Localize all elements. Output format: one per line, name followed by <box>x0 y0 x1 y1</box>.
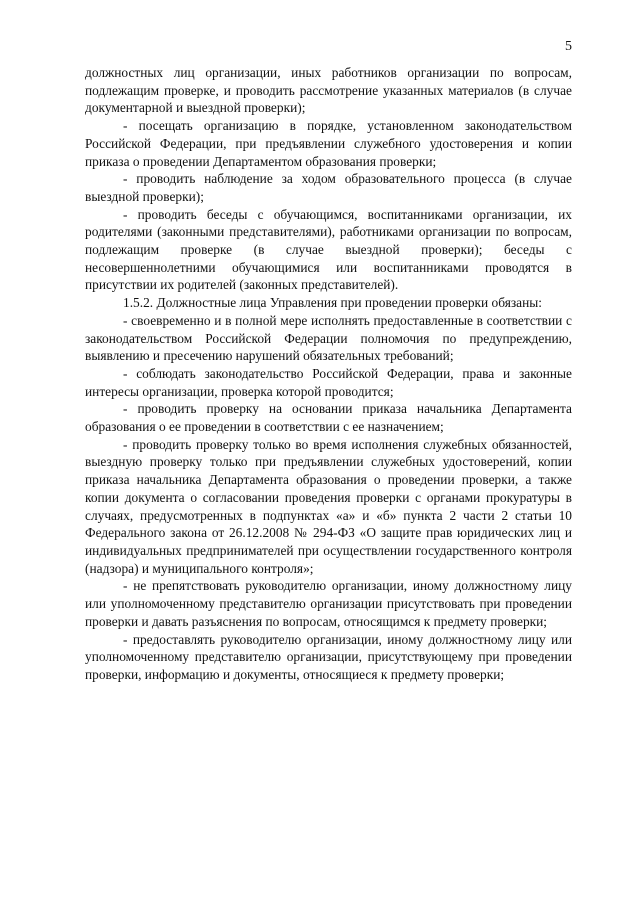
document-body <box>85 64 572 684</box>
paragraph-provide-information: - предоставлять руководителю организации, иному должностному лицу или уполномоченному представителю организации, присутствующему при проведении проверки, информацию и документы, относящиеся к предмету проверки; <box>85 631 572 682</box>
paragraph-visit-organization: - посещать организацию в порядке, установленном законодательством Российской Федерации, при предъявлении служебного удостоверения и копии приказа о проведении Департаментом образования проверки; <box>85 118 572 169</box>
paragraph-not-obstruct: - не препятствовать руководителю организации, иному должностному лицу или уполномоченному представителю организации присутствовать при проведении проверки и давать разъяснения по вопросам, относящимся к предмету проверки; <box>85 578 572 629</box>
paragraph-execute-powers: - своевременно и в полной мере исполнять предоставленные в соответствии с законодательством Российской Федерации полномочия по предупреждению, выявлению и пресечению нарушений обязательных требований; <box>85 312 572 364</box>
paragraph-continuation: должностных лиц организации, иных работников организации по вопросам, подлежащим проверке, и проводить рассмотрение указанных материалов (в случае документарной и выездной проверки); <box>85 65 572 116</box>
page-number: 5 <box>565 39 572 54</box>
paragraph-section-1-5-2: 1.5.2. Должностные лица Управления при проведении проверки обязаны: <box>123 295 542 311</box>
paragraph-inspection-during-duties: - проводить проверку только во время исполнения служебных обязанностей, выездную проверку только при предъявлении служебных удостоверений, копии приказа начальника Департамента образования о проведении проверки, а также копии документа о согласовании проведения проверки с органами прокуратуры в случаях, предусмотренных в подпунктах «а» и «б» пункта 2 части 2 статьи 10 Федерального закона от 26.12.2008 № 294-ФЗ «О защите прав юридических лиц и индивидуальных предпринимателей при осуществлении государственного контроля (надзора) и муниципального контроля»; <box>85 436 572 576</box>
paragraph-observe-legislation: - соблюдать законодательство Российской Федерации, права и законные интересы организации, проверка которой проводится; <box>85 365 572 399</box>
paragraph-inspection-by-order: - проводить проверку на основании приказа начальника Департамента образования о ее проведении в соответствии с ее назначением; <box>85 401 572 435</box>
paragraph-conduct-conversations: - проводить беседы с обучающимся, воспитанниками организации, их родителями (законными представителями), работниками организации по вопросам, подлежащим проверке (в случае выездной проверки); беседы с несовершеннолетними обучающимися или воспитанниками проводятся в присутствии их родителей (законных представителей). <box>85 206 572 293</box>
paragraph-observe-process: - проводить наблюдение за ходом образовательного процесса (в случае выездной проверки); <box>85 171 572 204</box>
